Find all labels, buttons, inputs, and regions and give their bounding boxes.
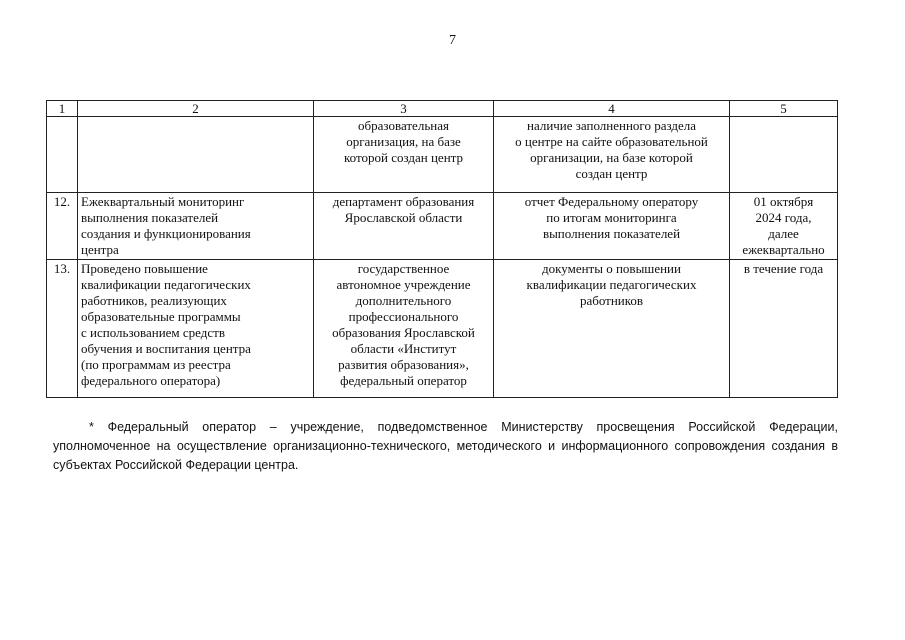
responsible-cell bbox=[314, 193, 494, 260]
activity-cell bbox=[78, 260, 314, 398]
result-cell bbox=[494, 260, 730, 398]
row-number-cell: 13. bbox=[47, 260, 78, 398]
activity-cell bbox=[78, 193, 314, 260]
document-table bbox=[46, 100, 838, 398]
activity-cell-line: Ежеквартальный мониторинг bbox=[81, 194, 245, 209]
result-cell-line: создан центр bbox=[575, 166, 648, 181]
activity-cell-line: центра bbox=[81, 242, 119, 257]
responsible-cell-line: образовательная bbox=[358, 118, 449, 133]
result-cell bbox=[494, 117, 730, 193]
header-cell-5: 5 bbox=[730, 101, 838, 117]
result-cell-line: отчет Федеральному оператору bbox=[524, 194, 699, 209]
activity-cell-line: (по программам из реестра bbox=[81, 357, 231, 372]
activity-cell-line: выполнения показателей bbox=[81, 210, 219, 225]
row-number-cell bbox=[47, 117, 78, 193]
responsible-cell-line: образования Ярославской bbox=[332, 325, 475, 340]
deadline-cell-line: ежеквартально bbox=[742, 242, 825, 257]
deadline-cell-line: далее bbox=[768, 226, 799, 241]
responsible-cell bbox=[314, 260, 494, 398]
result-cell-line: наличие заполненного раздела bbox=[526, 118, 697, 133]
row-number-cell: 12. bbox=[47, 193, 78, 260]
activity-cell-line: обучения и воспитания центра bbox=[81, 341, 251, 356]
responsible-cell-line: организация, на базе bbox=[346, 134, 461, 149]
responsible-cell-line: развития образования», bbox=[338, 357, 469, 372]
activity-cell-line: квалификации педагогических bbox=[81, 277, 251, 292]
table-row bbox=[47, 193, 838, 260]
activity-cell-line: образовательные программы bbox=[81, 309, 241, 324]
deadline-cell-line: в течение года bbox=[743, 261, 824, 276]
header-cell-4: 4 bbox=[494, 101, 730, 117]
result-cell-line: о центре на сайте образовательной bbox=[515, 134, 708, 149]
table-row bbox=[47, 117, 838, 193]
result-cell-line: выполнения показателей bbox=[542, 226, 681, 241]
responsible-cell-line: дополнительного bbox=[355, 293, 452, 308]
responsible-cell-line: которой создан центр bbox=[344, 150, 463, 165]
responsible-cell-line: государственное bbox=[357, 261, 450, 276]
responsible-cell bbox=[314, 117, 494, 193]
responsible-cell-line: Ярославской области bbox=[344, 210, 463, 225]
result-cell-line: документы о повышении bbox=[542, 261, 681, 276]
responsible-cell-line: профессионального bbox=[348, 309, 459, 324]
result-cell-line: организации, на базе которой bbox=[530, 150, 693, 165]
table-header-row bbox=[47, 101, 838, 117]
responsible-cell-line: департамент образования bbox=[332, 194, 475, 209]
header-cell-2: 2 bbox=[78, 101, 314, 117]
result-cell-line: работников bbox=[579, 293, 644, 308]
deadline-cell bbox=[730, 193, 838, 260]
responsible-cell-line: федеральный оператор bbox=[340, 373, 467, 388]
activity-cell-line: с использованием средств bbox=[81, 325, 225, 340]
responsible-cell-line: автономное учреждение bbox=[336, 277, 471, 292]
deadline-cell bbox=[730, 260, 838, 398]
deadline-cell bbox=[730, 117, 838, 193]
table-body bbox=[47, 117, 838, 398]
table-row bbox=[47, 260, 838, 398]
activity-cell-line: федерального оператора) bbox=[81, 373, 221, 388]
activity-cell-line: создания и функционирования bbox=[81, 226, 251, 241]
responsible-cell-line: области «Институт bbox=[350, 341, 457, 356]
deadline-cell-line: 2024 года, bbox=[755, 210, 812, 225]
result-cell bbox=[494, 193, 730, 260]
page-number: 7 bbox=[449, 33, 456, 48]
result-cell-line: по итогам мониторинга bbox=[546, 210, 677, 225]
activity-cell-line: работников, реализующих bbox=[81, 293, 227, 308]
activity-cell-line: Проведено повышение bbox=[81, 261, 208, 276]
header-cell-3: 3 bbox=[314, 101, 494, 117]
activity-cell bbox=[78, 117, 314, 193]
footnote: * Федеральный оператор – учреждение, подведомственное Министерству просвещения Российской Федерации, уполномоченное на осуществление организационно-технического, методического и информационного сопровождения создания в субъектах Российской Федерации центра. bbox=[53, 420, 838, 472]
result-cell-line: квалификации педагогических bbox=[526, 277, 697, 292]
deadline-cell-line: 01 октября bbox=[753, 194, 814, 209]
header-cell-1: 1 bbox=[47, 101, 78, 117]
